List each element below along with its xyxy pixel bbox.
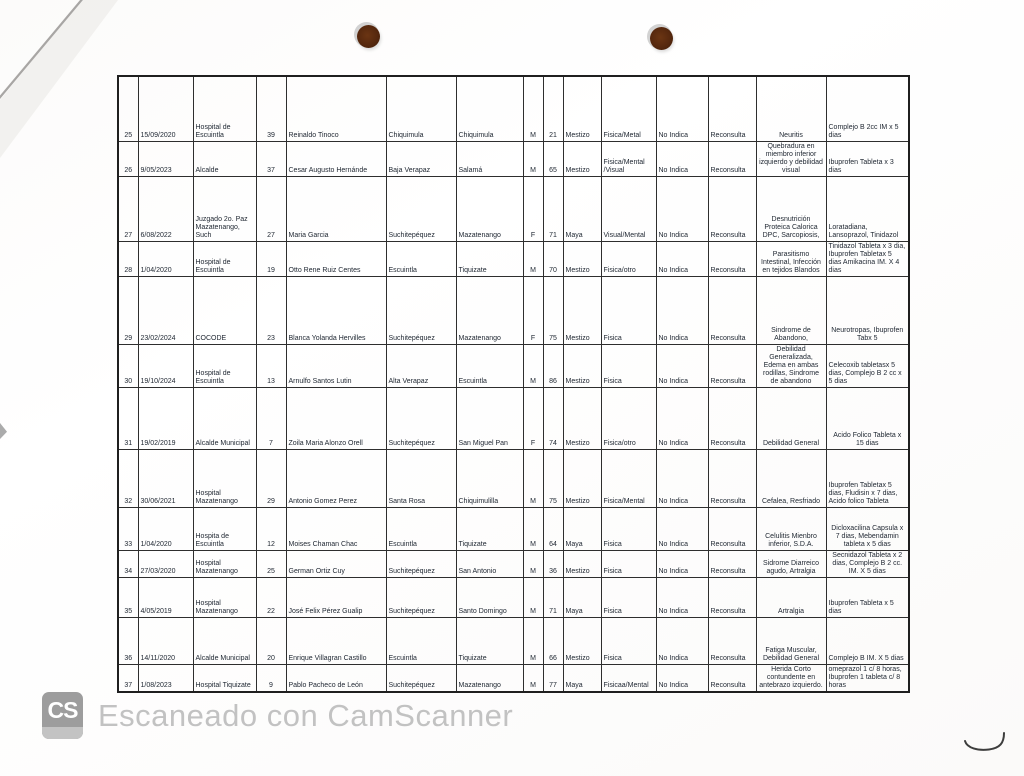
- table-row: [118, 507, 909, 550]
- cell-patient-name: Moises Chaman Chac: [286, 507, 386, 550]
- cell-indication: No Indica: [656, 449, 708, 507]
- cell-case-number: 22: [256, 577, 286, 617]
- cell-treatment: Ibuprofen Tableta x 3 dias: [826, 141, 909, 176]
- cell-consult-type: Reconsulta: [708, 141, 756, 176]
- table-row: [118, 449, 909, 507]
- cell-case-number: 13: [256, 344, 286, 387]
- cell-municipality: Tiquizate: [456, 617, 523, 664]
- cell-row-number: 29: [118, 276, 138, 344]
- cell-consult-type: Reconsulta: [708, 664, 756, 692]
- cell-municipality: Mazatenango: [456, 176, 523, 241]
- cell-diagnosis: Neuritis: [756, 76, 826, 141]
- table-row: [118, 664, 909, 692]
- cell-department: Chiquimula: [386, 76, 456, 141]
- cell-institution: Juzgado 2o. Paz Mazatenango, Such: [193, 176, 256, 241]
- cell-ethnicity: Mestizo: [563, 387, 601, 449]
- cell-date: 1/04/2020: [138, 241, 193, 276]
- cell-indication: No Indica: [656, 241, 708, 276]
- cell-date: 30/06/2021: [138, 449, 193, 507]
- hole-punch-left: [357, 25, 380, 48]
- cell-disability: Fisica: [601, 507, 656, 550]
- cell-disability: Fisicaa/Mental: [601, 664, 656, 692]
- cell-disability: Fisica/Metal: [601, 76, 656, 141]
- cell-municipality: Santo Domingo: [456, 577, 523, 617]
- cell-diagnosis: Celulitis Mienbro inferior, S.D.A.: [756, 507, 826, 550]
- cell-age: 71: [543, 176, 563, 241]
- cell-ethnicity: Mestizo: [563, 617, 601, 664]
- cell-municipality: Mazatenango: [456, 664, 523, 692]
- cell-department: Suchitepéquez: [386, 276, 456, 344]
- cell-row-number: 28: [118, 241, 138, 276]
- cell-treatment: Complejo B 2cc IM x 5 dias: [826, 76, 909, 141]
- cell-ethnicity: Mestizo: [563, 141, 601, 176]
- cell-diagnosis: Sidrome Diarreico agudo, Artralgia: [756, 550, 826, 577]
- cell-date: 1/04/2020: [138, 507, 193, 550]
- cell-patient-name: Pablo Pacheco de León: [286, 664, 386, 692]
- camscanner-logo-icon: CS: [42, 692, 83, 739]
- cell-sex: M: [523, 241, 543, 276]
- cell-date: 23/02/2024: [138, 276, 193, 344]
- cell-case-number: 20: [256, 617, 286, 664]
- cell-disability: Fisica/Mental: [601, 449, 656, 507]
- cell-case-number: 37: [256, 141, 286, 176]
- cell-age: 71: [543, 577, 563, 617]
- cell-diagnosis: Desnutrición Proteica Calorica DPC, Sarcopiosis,: [756, 176, 826, 241]
- cell-sex: M: [523, 617, 543, 664]
- cell-patient-name: Enrique Villagran Castillo: [286, 617, 386, 664]
- table-row: [118, 76, 909, 141]
- cell-institution: Hospital Mazatenango: [193, 449, 256, 507]
- cell-treatment: Secnidazol Tableta x 2 dias, Complejo B 2 cc. IM. X 5 dias: [826, 550, 909, 577]
- cell-diagnosis: Debilidad General: [756, 387, 826, 449]
- cell-date: 4/05/2019: [138, 577, 193, 617]
- cell-treatment: Celecoxib tabletasx 5 dias, Complejo B 2 cc x 5 dias: [826, 344, 909, 387]
- cell-ethnicity: Maya: [563, 507, 601, 550]
- cell-indication: No Indica: [656, 344, 708, 387]
- cell-municipality: Salamá: [456, 141, 523, 176]
- cell-consult-type: Reconsulta: [708, 617, 756, 664]
- cell-case-number: 9: [256, 664, 286, 692]
- cell-patient-name: Blanca Yolanda Hervilles: [286, 276, 386, 344]
- cell-treatment: Dicloxacilina Capsula x 7 dias, Mebendamin tableta x 5 dias: [826, 507, 909, 550]
- cell-ethnicity: Mestizo: [563, 550, 601, 577]
- cell-date: 19/02/2019: [138, 387, 193, 449]
- cell-disability: Fisica: [601, 577, 656, 617]
- cell-patient-name: Reinaldo Tinoco: [286, 76, 386, 141]
- cell-institution: COCODE: [193, 276, 256, 344]
- cell-institution: Hospita de Escuintla: [193, 507, 256, 550]
- table-row: [118, 387, 909, 449]
- cell-diagnosis: Debilidad Generalizada, Edema en ambas rodillas, Sindrome de abandono: [756, 344, 826, 387]
- cell-ethnicity: Mestizo: [563, 241, 601, 276]
- cell-treatment: Ibuprofen Tabletax 5 dias, Fludisin x 7 dias, Acido folico Tableta: [826, 449, 909, 507]
- cell-patient-name: José Felix Pérez Gualip: [286, 577, 386, 617]
- cell-diagnosis: Fatiga Muscular, Debilidad General: [756, 617, 826, 664]
- cell-treatment: Acido Folico Tableta x 15 dias: [826, 387, 909, 449]
- cell-institution: Alcalde Municipal: [193, 387, 256, 449]
- cell-ethnicity: Maya: [563, 664, 601, 692]
- cell-institution: Alcalde Municipal: [193, 617, 256, 664]
- cell-consult-type: Reconsulta: [708, 276, 756, 344]
- cell-case-number: 39: [256, 76, 286, 141]
- cell-sex: M: [523, 76, 543, 141]
- cell-consult-type: Reconsulta: [708, 507, 756, 550]
- cell-case-number: 27: [256, 176, 286, 241]
- cell-date: 27/03/2020: [138, 550, 193, 577]
- cell-date: 19/10/2024: [138, 344, 193, 387]
- cell-diagnosis: Parasitismo Intestinal, Infección en tejidos Blandos: [756, 241, 826, 276]
- cell-sex: M: [523, 507, 543, 550]
- hole-punch-right: [650, 27, 673, 50]
- cell-sex: F: [523, 176, 543, 241]
- page-edge-mark: [0, 423, 7, 439]
- cell-indication: No Indica: [656, 76, 708, 141]
- cell-age: 75: [543, 449, 563, 507]
- cell-age: 70: [543, 241, 563, 276]
- cell-date: 14/11/2020: [138, 617, 193, 664]
- cell-department: Suchitepéquez: [386, 176, 456, 241]
- cell-consult-type: Reconsulta: [708, 344, 756, 387]
- cell-age: 36: [543, 550, 563, 577]
- cell-department: Baja Verapaz: [386, 141, 456, 176]
- cell-row-number: 25: [118, 76, 138, 141]
- cell-disability: Fisica/Mental /Visual: [601, 141, 656, 176]
- cell-row-number: 26: [118, 141, 138, 176]
- cell-date: 1/08/2023: [138, 664, 193, 692]
- cell-department: Suchitepéquez: [386, 550, 456, 577]
- cell-institution: Hospital de Escuintla: [193, 241, 256, 276]
- cell-row-number: 34: [118, 550, 138, 577]
- cell-patient-name: Maria Garcia: [286, 176, 386, 241]
- cell-disability: Fisica: [601, 617, 656, 664]
- camscanner-watermark: [42, 692, 513, 739]
- cell-sex: F: [523, 276, 543, 344]
- cell-diagnosis: Sindrome de Abandono,: [756, 276, 826, 344]
- cell-row-number: 35: [118, 577, 138, 617]
- cell-age: 77: [543, 664, 563, 692]
- cell-ethnicity: Mestizo: [563, 449, 601, 507]
- cell-ethnicity: Maya: [563, 176, 601, 241]
- cell-consult-type: Reconsulta: [708, 577, 756, 617]
- cell-diagnosis: Quebradura en miembro inferior izquierdo y debilidad visual: [756, 141, 826, 176]
- cell-department: Escuintla: [386, 241, 456, 276]
- cell-institution: Hospital de Escuintla: [193, 344, 256, 387]
- cell-indication: No Indica: [656, 577, 708, 617]
- cell-row-number: 37: [118, 664, 138, 692]
- cell-treatment: omeprazol 1 c/ 8 horas, Ibuprofen 1 tableta c/ 8 horas: [826, 664, 909, 692]
- cell-disability: Fisica: [601, 276, 656, 344]
- cell-indication: No Indica: [656, 664, 708, 692]
- cell-municipality: Chiquimulilla: [456, 449, 523, 507]
- cell-treatment: Ibuprofen Tableta x 5 dias: [826, 577, 909, 617]
- cell-age: 21: [543, 76, 563, 141]
- cell-department: Escuintla: [386, 617, 456, 664]
- cell-row-number: 33: [118, 507, 138, 550]
- cell-consult-type: Reconsulta: [708, 387, 756, 449]
- cell-ethnicity: Maya: [563, 577, 601, 617]
- table-row: [118, 617, 909, 664]
- cell-indication: No Indica: [656, 176, 708, 241]
- cell-treatment: Complejo B IM. X 5 dias: [826, 617, 909, 664]
- cell-indication: No Indica: [656, 507, 708, 550]
- cell-row-number: 31: [118, 387, 138, 449]
- cell-case-number: 25: [256, 550, 286, 577]
- cell-age: 66: [543, 617, 563, 664]
- cell-municipality: San Antonio: [456, 550, 523, 577]
- cell-consult-type: Reconsulta: [708, 449, 756, 507]
- cell-patient-name: Arnulfo Santos Lutin: [286, 344, 386, 387]
- cell-row-number: 27: [118, 176, 138, 241]
- cell-patient-name: Otto Rene Ruiz Centes: [286, 241, 386, 276]
- cell-consult-type: Reconsulta: [708, 241, 756, 276]
- cell-department: Escuintla: [386, 507, 456, 550]
- table-row: [118, 550, 909, 577]
- cell-case-number: 29: [256, 449, 286, 507]
- cell-department: Suchitepéquez: [386, 577, 456, 617]
- cell-disability: Fisica: [601, 550, 656, 577]
- cell-ethnicity: Mestizo: [563, 76, 601, 141]
- cell-patient-name: Zoila Maria Alonzo Orell: [286, 387, 386, 449]
- cell-ethnicity: Mestizo: [563, 344, 601, 387]
- cell-consult-type: Reconsulta: [708, 550, 756, 577]
- cell-municipality: Escuintla: [456, 344, 523, 387]
- table-row: [118, 577, 909, 617]
- cell-sex: M: [523, 577, 543, 617]
- cell-department: Suchitepéquez: [386, 664, 456, 692]
- cell-indication: No Indica: [656, 141, 708, 176]
- cell-sex: M: [523, 141, 543, 176]
- cell-diagnosis: Artralgia: [756, 577, 826, 617]
- cell-consult-type: Reconsulta: [708, 176, 756, 241]
- cell-row-number: 30: [118, 344, 138, 387]
- cell-municipality: Tiquizate: [456, 241, 523, 276]
- cell-sex: M: [523, 449, 543, 507]
- cell-department: Alta Verapaz: [386, 344, 456, 387]
- cell-municipality: Tiquizate: [456, 507, 523, 550]
- cell-ethnicity: Mestizo: [563, 276, 601, 344]
- cell-indication: No Indica: [656, 550, 708, 577]
- cell-disability: Fisica/otro: [601, 387, 656, 449]
- cell-indication: No Indica: [656, 387, 708, 449]
- cell-indication: No Indica: [656, 276, 708, 344]
- cell-disability: Fisica: [601, 344, 656, 387]
- cell-date: 15/09/2020: [138, 76, 193, 141]
- cell-case-number: 7: [256, 387, 286, 449]
- cell-institution: Alcalde: [193, 141, 256, 176]
- cell-consult-type: Reconsulta: [708, 76, 756, 141]
- cell-row-number: 32: [118, 449, 138, 507]
- cell-date: 9/05/2023: [138, 141, 193, 176]
- table-body: [118, 76, 909, 692]
- cell-sex: M: [523, 664, 543, 692]
- cell-municipality: Chiquimula: [456, 76, 523, 141]
- cell-treatment: Neurotropas, Ibuprofen Tabx 5: [826, 276, 909, 344]
- cell-institution: Hospital Tiquizate: [193, 664, 256, 692]
- cell-diagnosis: Herida Corto contundente en antebrazo izquierdo.: [756, 664, 826, 692]
- cell-institution: Hospital Mazatenango: [193, 550, 256, 577]
- cell-patient-name: Cesar Augusto Hernánde: [286, 141, 386, 176]
- patient-record-table: [117, 75, 910, 693]
- table-row: [118, 344, 909, 387]
- cell-sex: F: [523, 387, 543, 449]
- cell-indication: No Indica: [656, 617, 708, 664]
- table-row: [118, 176, 909, 241]
- cell-date: 6/08/2022: [138, 176, 193, 241]
- cell-age: 65: [543, 141, 563, 176]
- cell-age: 64: [543, 507, 563, 550]
- table-row: [118, 241, 909, 276]
- cell-department: Santa Rosa: [386, 449, 456, 507]
- cell-row-number: 36: [118, 617, 138, 664]
- cell-treatment: Tinidazol Tableta x 3 dia, Ibuprofen Tabletax 5 dias Amikacina IM. X 4 dias: [826, 241, 909, 276]
- cell-patient-name: German Ortiz Cuy: [286, 550, 386, 577]
- cell-case-number: 23: [256, 276, 286, 344]
- cell-sex: M: [523, 344, 543, 387]
- watermark-text: Escaneado con CamScanner: [98, 697, 514, 733]
- cell-municipality: Mazatenango: [456, 276, 523, 344]
- cell-disability: Fisica/otro: [601, 241, 656, 276]
- cell-sex: M: [523, 550, 543, 577]
- handwritten-mark: [962, 730, 1010, 760]
- cell-case-number: 12: [256, 507, 286, 550]
- table-row: [118, 276, 909, 344]
- cell-age: 86: [543, 344, 563, 387]
- cell-treatment: Loratadiana, Lansoprazol, Tinidazol: [826, 176, 909, 241]
- cell-age: 75: [543, 276, 563, 344]
- cell-institution: Hospital de Escuintla: [193, 76, 256, 141]
- cell-age: 74: [543, 387, 563, 449]
- cell-department: Suchitepéquez: [386, 387, 456, 449]
- cell-case-number: 19: [256, 241, 286, 276]
- cell-diagnosis: Cefalea, Resfriado: [756, 449, 826, 507]
- cell-disability: Visual/Mental: [601, 176, 656, 241]
- table-row: [118, 141, 909, 176]
- cell-patient-name: Antonio Gomez Perez: [286, 449, 386, 507]
- cell-municipality: San Miguel Pan: [456, 387, 523, 449]
- cell-institution: Hospital Mazatenango: [193, 577, 256, 617]
